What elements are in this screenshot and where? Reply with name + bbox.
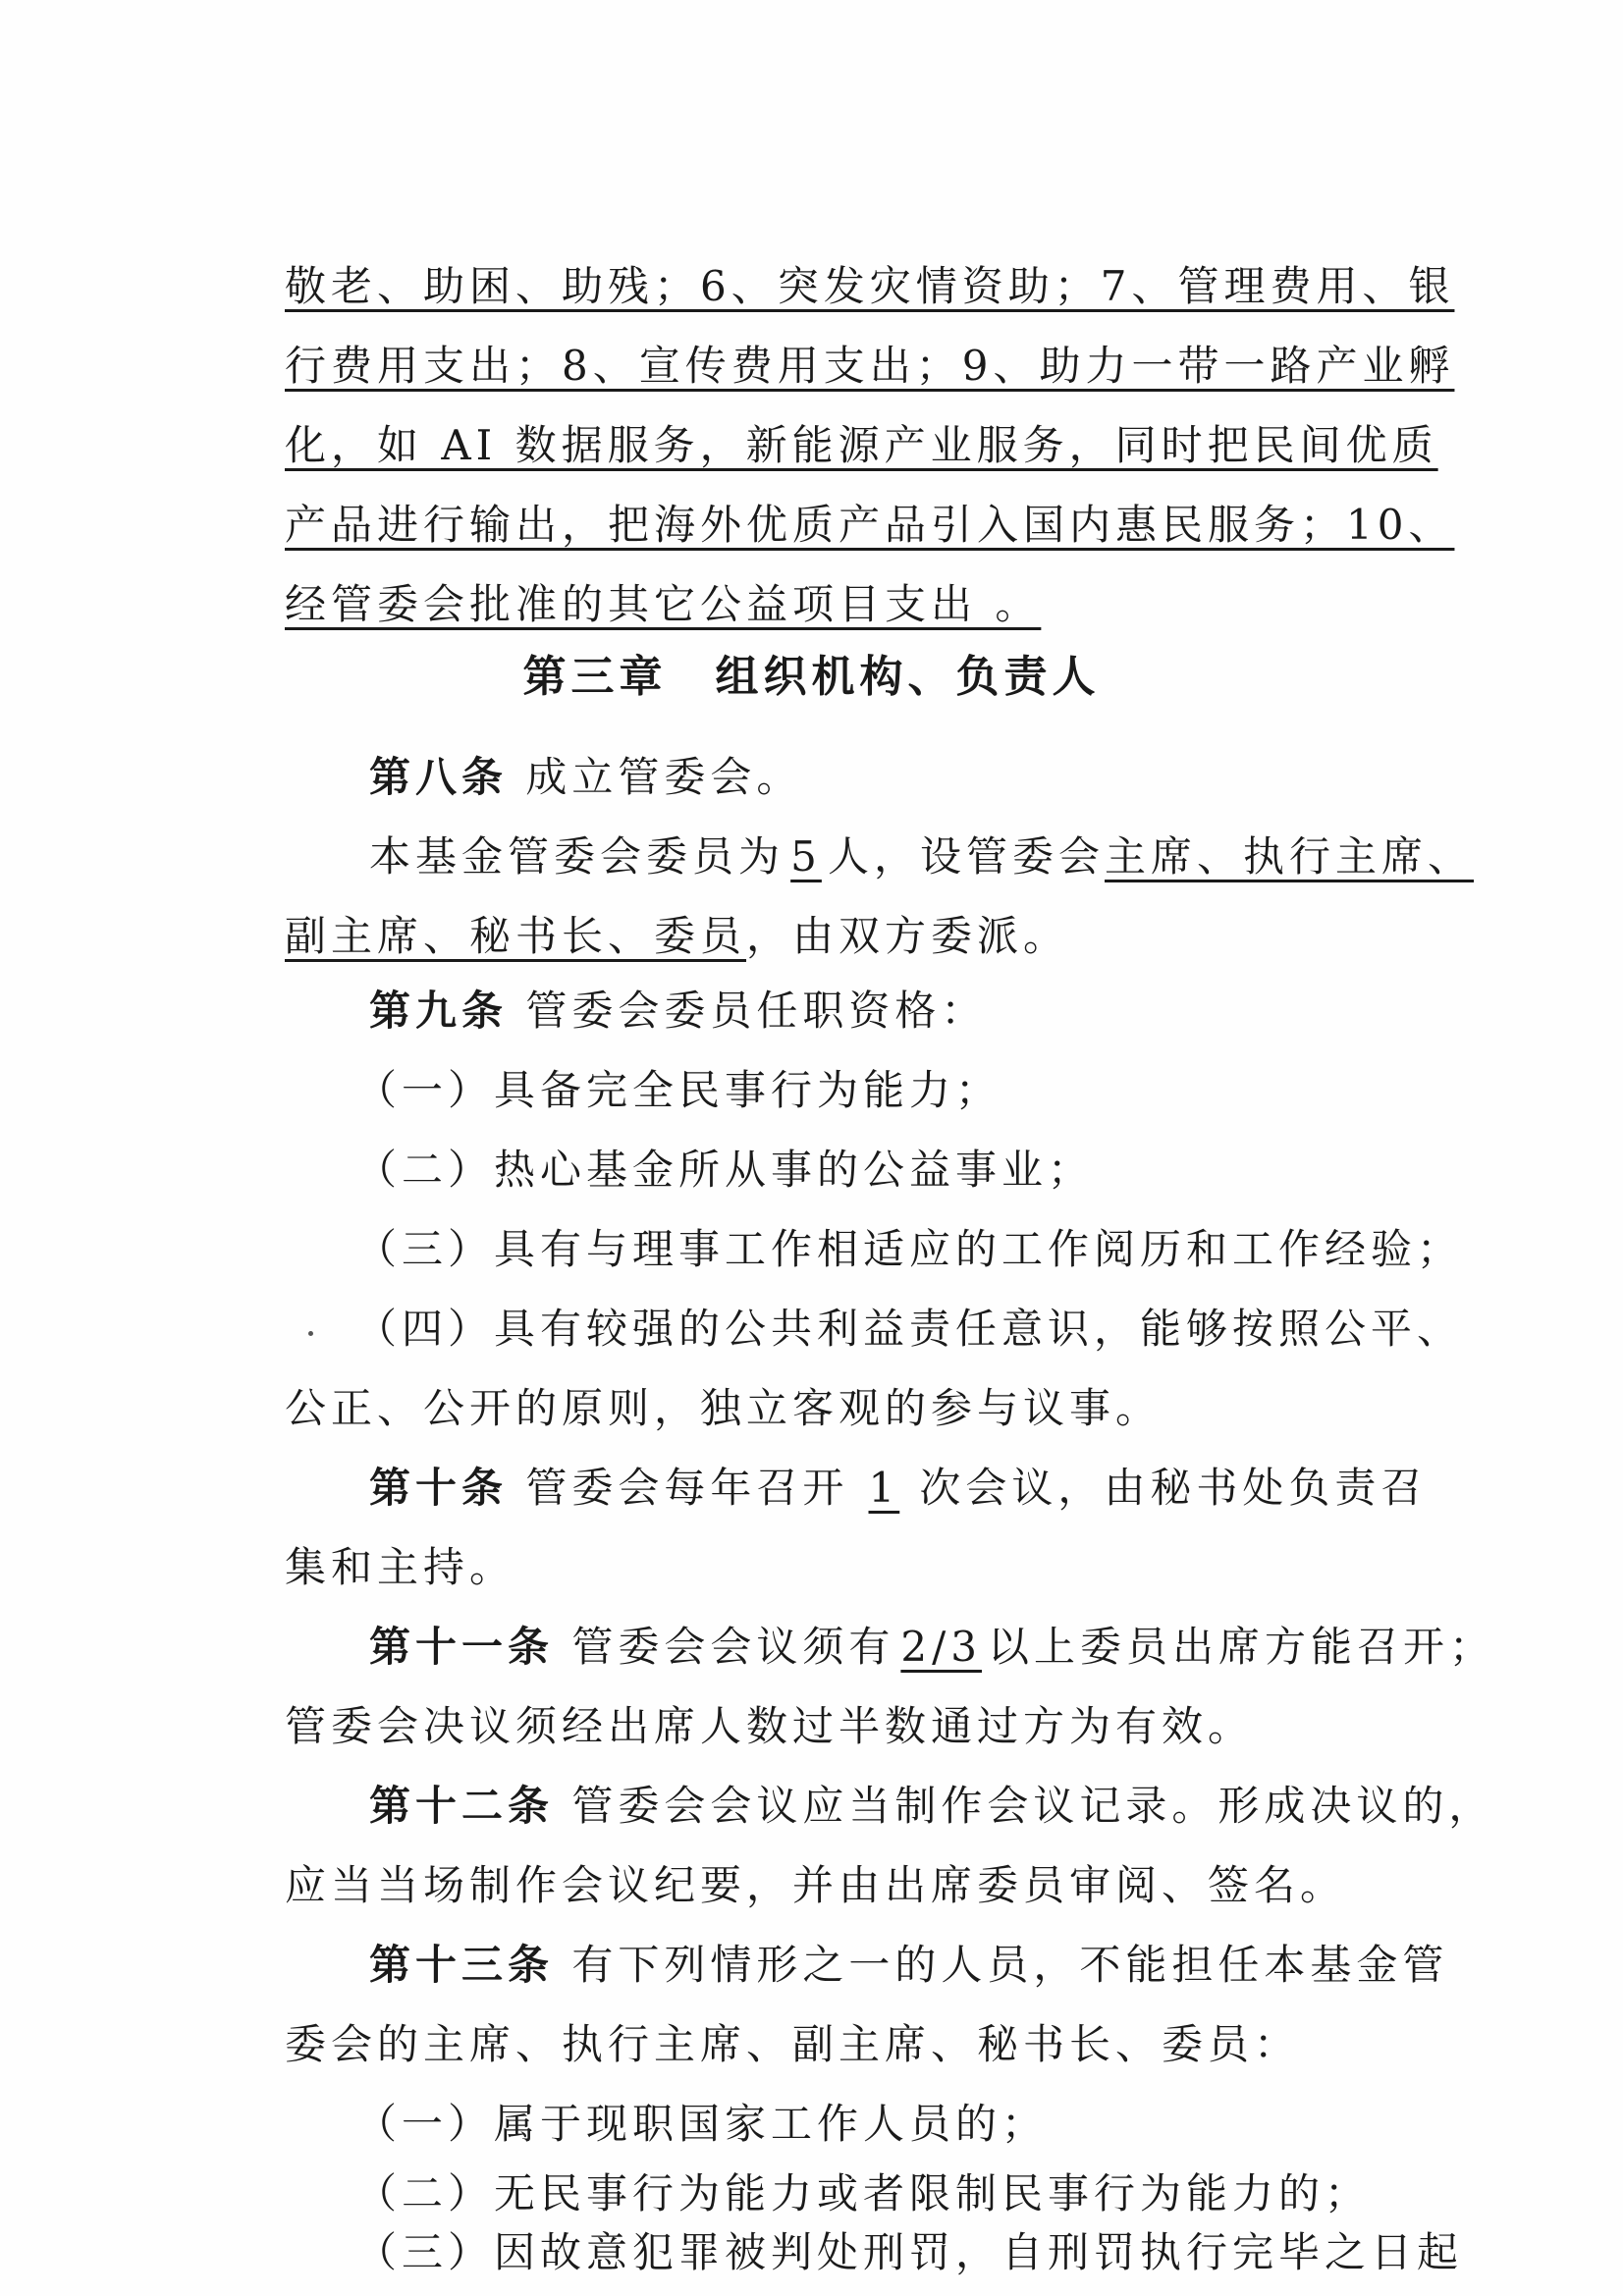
chapter-title: 第三章 组织机构、负责人 (522, 652, 1101, 702)
intro-line-1: 敬老、助困、助残；6、突发灾情资助；7、管理费用、银 (285, 262, 1455, 310)
article-8-para-text-a: 本基金管委会委员为 (369, 832, 785, 881)
meeting-count: 1 (868, 1464, 900, 1512)
article-8-heading (369, 748, 802, 807)
article-9-item-2: （二）热心基金所从事的公益事业； (355, 1146, 1095, 1194)
article-9-item-3: （三）具有与理事工作相适应的工作阅历和工作经验； (355, 1225, 1464, 1273)
article-12-text-a: 管委会会议应当制作会议记录。形成决议的， (571, 1782, 1495, 1830)
article-10-text-a: 管委会每年召开 (525, 1464, 849, 1512)
quorum-ratio: 2/3 (900, 1623, 982, 1671)
article-8-para-line-1 (369, 828, 1474, 886)
article-12-line-2: 应当当场制作会议纪要，并由出席委员审阅、签名。 (285, 1861, 1347, 1909)
article-9-item-4-cont: 公正、公开的原则，独立客观的参与议事。 (285, 1384, 1163, 1432)
article-8-text: 成立管委会。 (525, 753, 803, 801)
intro-line-2: 行费用支出；8、宣传费用支出；9、助力一带一路产业孵 (285, 342, 1455, 390)
article-8-para-text-c: ，由双方委派。 (746, 912, 1070, 960)
article-13-line-1 (369, 1936, 1448, 1995)
article-8-label: 第八条 (369, 753, 509, 801)
article-13-line-2: 委会的主席、执行主席、副主席、秘书长、委员： (285, 2020, 1301, 2068)
article-10-text-b: 次会议，由秘书处负责召 (919, 1464, 1428, 1512)
article-8-para-text-b: 人，设管委会 (828, 832, 1106, 881)
intro-line-4: 产品进行输出，把海外优质产品引入国内惠民服务；10、 (285, 501, 1455, 549)
article-9-item-1: （一）具备完全民事行为能力； (355, 1066, 1002, 1114)
article-13-item-2: （二）无民事行为能力或者限制民事行为能力的； (355, 2169, 1372, 2217)
article-11-text-a: 管委会会议须有 (571, 1623, 895, 1671)
intro-line-5: 经管委会批准的其它公益项目支出 。 (285, 580, 1042, 628)
article-9-text: 管委会委员任职资格： (525, 987, 988, 1035)
article-10-label: 第十条 (369, 1464, 509, 1512)
roles-list-part-2: 副主席、秘书长、委员 (285, 912, 747, 960)
article-9-item-4: （四）具有较强的公共利益责任意识，能够按照公平、 (355, 1305, 1464, 1353)
article-12-label: 第十二条 (369, 1782, 555, 1830)
article-8-para-line-2 (285, 907, 1069, 966)
article-13-text-a: 有下列情形之一的人员，不能担任本基金管 (571, 1941, 1449, 1989)
article-11-line-2: 管委会决议须经出席人数过半数通过方为有效。 (285, 1702, 1255, 1750)
article-12-line-1 (369, 1777, 1494, 1836)
article-9-heading (369, 982, 987, 1041)
article-11-text-b: 以上委员出席方能召开； (987, 1623, 1495, 1671)
article-10-line-1 (369, 1459, 1427, 1518)
member-count: 5 (790, 832, 822, 881)
scan-speck (308, 1331, 313, 1336)
article-13-label: 第十三条 (369, 1941, 555, 1989)
article-13-item-1: （一）属于现职国家工作人员的； (355, 2100, 1049, 2148)
roles-list-part-1: 主席、执行主席、 (1105, 832, 1475, 881)
article-11-line-1 (369, 1618, 1495, 1677)
article-9-label: 第九条 (369, 987, 509, 1035)
intro-line-3: 化，如 AI 数据服务，新能源产业服务，同时把民间优质 (285, 421, 1438, 469)
article-13-item-3: （三）因故意犯罪被判处刑罚，自刑罚执行完毕之日起 (355, 2228, 1464, 2276)
article-11-label: 第十一条 (369, 1623, 555, 1671)
article-10-line-2: 集和主持。 (285, 1543, 516, 1591)
